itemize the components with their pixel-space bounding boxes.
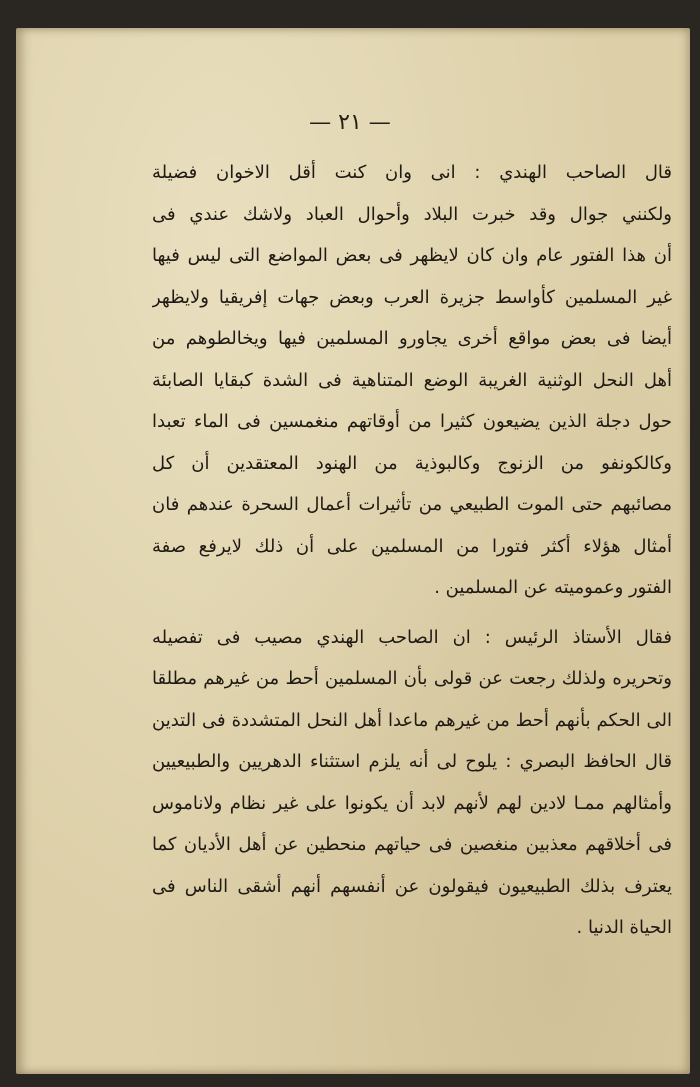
text-line: قال الحافظ البصري : يلوح لى أنه يلزم استثناء الدهريين والطبيعيين <box>152 751 672 772</box>
paragraph-president <box>152 617 672 742</box>
text-line: الحياة الدنيا . <box>576 917 672 938</box>
text-line: وأمثالهم ممـا لادين لهم لأنهم لابد أن يكونوا على غير نظام ولاناموس <box>152 792 672 814</box>
text-line: فقال الأستاذ الرئيس : ان الصاحب الهندي مصيب فى تفصيله <box>152 626 672 648</box>
text-line: قال الصاحب الهندي : انى وان كنت أقل الاخوان فضيلة <box>152 162 672 183</box>
text-line: حول دجلة الذين يضيعون كثيرا من أوقاتهم منغمسين فى الماء تعبدا <box>152 411 672 432</box>
text-line: الفتور وعموميته عن المسلمين . <box>434 577 672 598</box>
text-line: الى الحكم بأنهم أحط من غيرهم ماعدا أهل النحل المتشددة فى التدين <box>152 709 672 731</box>
text-line: وتحريره ولذلك رجعت عن قولى بأن المسلمين أحط من غيرهم مطلقا <box>152 668 672 689</box>
text-line: مصائبهم حتى الموت الطبيعي من تأثيرات أعمال السحرة عندهم فان <box>152 494 672 515</box>
text-line: وكالكونفو من الزنوج وكالبوذية من الهنود المعتقدين أن كل <box>152 452 672 474</box>
text-line: أهل النحل الوثنية الغريبة الوضع المتناهية فى الشدة كبقايا الصابئة <box>152 369 672 391</box>
text-line: ولكنني جوال وقد خبرت البلاد وأحوال العباد ولاشك عندي فى <box>152 203 672 225</box>
text-line: يعترف بذلك الطبيعيون فيقولون عن أنفسهم أنهم أشقى الناس فى <box>152 875 672 897</box>
text-line: أمثال هؤلاء أكثر فتورا من المسلمين على أن ذلك لايرفع صفة <box>152 535 672 557</box>
paragraph-hindi-companion <box>152 152 672 609</box>
paragraph-basri-hafiz <box>152 741 672 949</box>
text-line: فى أخلاقهم معذبين منغصين فى حياتهم منحطين عن أهل الأديان كما <box>152 834 672 855</box>
paragraph-gap <box>152 609 672 617</box>
page-number: — ٢١ — <box>309 110 391 135</box>
text-line: أيضا فى بعض مواقع أخرى يجاورو المسلمين فيها ويخالطوهم من <box>152 328 672 349</box>
text-line: أن هذا الفتور عام وان كان لايظهر فى بعض المواضع التى ليس فيها <box>152 245 672 266</box>
body-text <box>152 152 672 949</box>
text-line: غير المسلمين كأواسط جزيرة العرب وبعض جهات إفريقيا ولايظهر <box>152 286 672 308</box>
